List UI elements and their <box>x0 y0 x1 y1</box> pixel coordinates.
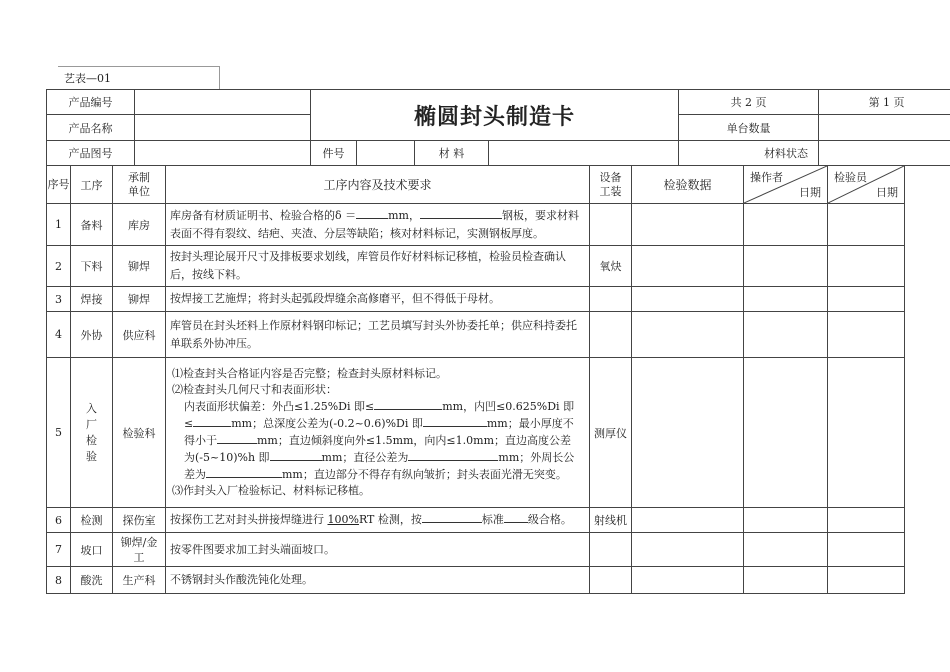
row-inspection-data[interactable] <box>632 287 744 312</box>
product-drawing-label: 产品图号 <box>47 141 135 166</box>
row-unit: 铆焊 <box>113 287 166 312</box>
text-segment: ≤ <box>184 417 194 430</box>
text-line: ⑴检查封头合格证内容是否完整；检查封头原材料标记。 <box>172 367 447 380</box>
row-unit: 检验科 <box>113 358 166 508</box>
row-process: 外协 <box>71 312 113 358</box>
row-seq: 8 <box>47 567 71 594</box>
row-content <box>166 358 590 508</box>
text-segment: 差为 <box>184 468 206 481</box>
row-inspector[interactable] <box>828 567 905 594</box>
row-process: 下料 <box>71 246 113 287</box>
text-line: ⑵检查封头几何尺寸和表面形状： <box>172 383 337 396</box>
row-content <box>166 508 590 533</box>
row-inspection-data[interactable] <box>632 204 744 246</box>
total-pages: 共 2 页 <box>679 90 819 115</box>
row-seq: 2 <box>47 246 71 287</box>
process-table <box>46 165 905 594</box>
row-process: 酸洗 <box>71 567 113 594</box>
row-equipment <box>590 533 632 567</box>
text-line <box>172 449 583 466</box>
text-segment: mm，内凹≤0.625%Di 即 <box>442 400 575 413</box>
col-inspector-date: 日期 <box>876 186 898 199</box>
blank-field[interactable] <box>206 466 282 478</box>
text-segment: 内表面形状偏差：外凸≤1.25%Di 即≤ <box>184 400 375 413</box>
table-row <box>47 312 905 358</box>
col-equipment: 设备工装 <box>590 166 632 204</box>
table-row <box>47 508 905 533</box>
table-row <box>47 287 905 312</box>
row-equipment <box>590 204 632 246</box>
row-inspection-data[interactable] <box>632 533 744 567</box>
text-segment: 级合格。 <box>527 513 572 526</box>
col-seq: 序号 <box>47 166 71 204</box>
table-row <box>47 246 905 287</box>
row-inspector[interactable] <box>828 204 905 246</box>
row-content: 不锈钢封头作酸洗钝化处理。 <box>166 567 590 594</box>
text-line <box>172 398 583 415</box>
text-segment: mm；直边部分不得存有纵向皱折；封头表面光滑无突变。 <box>282 468 567 481</box>
col-operator-label: 操作者 <box>750 171 783 184</box>
blank-field[interactable] <box>193 415 231 427</box>
row-unit: 供应科 <box>113 312 166 358</box>
row-inspection-data[interactable] <box>632 312 744 358</box>
row-inspector[interactable] <box>828 508 905 533</box>
text-segment: mm；总深度公差为(-0.2~0.6)%Di 即 <box>231 417 423 430</box>
text-segment: 库房备有材质证明书、检验合格的δ ＝ <box>170 208 357 222</box>
row-inspection-data[interactable] <box>632 358 744 508</box>
text-line <box>172 415 583 432</box>
table-row <box>47 204 905 246</box>
product-no-value[interactable] <box>135 90 311 115</box>
row-content: 按封头理论展开尺寸及排板要求划线，库管员作好材料标记移植，检验员检查确认后，按线下料。 <box>166 246 590 287</box>
col-content: 工序内容及技术要求 <box>166 166 590 204</box>
page-title: 椭圆封头制造卡 <box>311 90 679 141</box>
row-process: 坡口 <box>71 533 113 567</box>
blank-field[interactable] <box>408 449 498 461</box>
row-process: 检测 <box>71 508 113 533</box>
row-inspection-data[interactable] <box>632 246 744 287</box>
row-equipment <box>590 312 632 358</box>
row-inspector[interactable] <box>828 287 905 312</box>
row-inspection-data[interactable] <box>632 567 744 594</box>
blank-field[interactable] <box>356 207 388 219</box>
col-process: 工序 <box>71 166 113 204</box>
row-inspector[interactable] <box>828 246 905 287</box>
text-segment: RT 检测，按 <box>358 513 422 526</box>
text-segment: mm；最小厚度不 <box>486 417 574 430</box>
unit-qty-label: 单台数量 <box>679 115 819 141</box>
part-no-label: 件号 <box>311 141 357 166</box>
row-operator[interactable] <box>744 567 828 594</box>
blank-field[interactable] <box>422 511 482 523</box>
part-no-value[interactable] <box>357 141 415 166</box>
table-row <box>47 567 905 594</box>
row-equipment: 测厚仪 <box>590 358 632 508</box>
row-content <box>166 204 590 246</box>
product-no-label: 产品编号 <box>47 90 135 115</box>
material-state-label: 材料状态 <box>679 141 819 166</box>
row-content: 按焊接工艺施焊；将封头起弧段焊缝余高修磨平，但不得低于母材。 <box>166 287 590 312</box>
row-operator[interactable] <box>744 358 828 508</box>
product-name-value[interactable] <box>135 115 311 141</box>
row-operator[interactable] <box>744 246 828 287</box>
text-segment: 按探伤工艺对封头拼接焊缝进行 <box>170 513 328 526</box>
row-unit: 库房 <box>113 204 166 246</box>
material-value[interactable] <box>489 141 679 166</box>
form-code: 艺表—01 <box>58 66 220 90</box>
header-table <box>46 89 950 166</box>
blank-field[interactable] <box>420 207 502 219</box>
text-segment: mm；直边倾斜度向外≤1.5mm，向内≤1.0mm；直边高度公差 <box>257 434 572 447</box>
row-seq: 6 <box>47 508 71 533</box>
text-segment: 100% <box>327 513 359 526</box>
text-segment: 标准 <box>481 513 504 526</box>
product-drawing-value[interactable] <box>135 141 311 166</box>
row-inspector[interactable] <box>828 533 905 567</box>
row-inspector[interactable] <box>828 358 905 508</box>
blank-field[interactable] <box>270 449 322 461</box>
text-segment: mm；外周长公 <box>498 451 575 464</box>
row-seq: 1 <box>47 204 71 246</box>
row-content: 按零件图要求加工封头端面坡口。 <box>166 533 590 567</box>
text-segment: 得小于 <box>184 434 217 447</box>
row-operator[interactable] <box>744 508 828 533</box>
blank-field[interactable] <box>374 398 442 410</box>
row-seq: 3 <box>47 287 71 312</box>
page-number: 第 1 页 <box>819 90 950 115</box>
row-process: 备料 <box>71 204 113 246</box>
blank-field[interactable] <box>423 415 487 427</box>
row-equipment: 氧炔 <box>590 246 632 287</box>
row-operator[interactable] <box>744 533 828 567</box>
row-seq: 5 <box>47 358 71 508</box>
col-inspector-label: 检验员 <box>834 171 867 184</box>
row-operator[interactable] <box>744 204 828 246</box>
row-operator[interactable] <box>744 312 828 358</box>
text-segment: mm；直径公差为 <box>321 451 409 464</box>
text-segment: mm， <box>388 208 420 222</box>
text-line: ⑶作封头入厂检验标记、材料标记移植。 <box>172 484 370 497</box>
row-inspector[interactable] <box>828 312 905 358</box>
text-line <box>172 466 583 483</box>
table-row <box>47 533 905 567</box>
row-equipment: 射线机 <box>590 508 632 533</box>
text-line <box>172 432 583 449</box>
row-unit: 生产科 <box>113 567 166 594</box>
col-inspector <box>828 166 905 204</box>
row-unit: 铆焊/金工 <box>113 533 166 567</box>
row-operator[interactable] <box>744 287 828 312</box>
col-operator-date: 日期 <box>799 186 821 199</box>
text-segment: 为(-5~10)%h 即 <box>184 451 270 464</box>
row-unit: 探伤室 <box>113 508 166 533</box>
row-content: 库管员在封头坯料上作原材料钢印标记；工艺员填写封头外协委托单；供应科持委托单联系外协冲压。 <box>166 312 590 358</box>
row-inspection-data[interactable] <box>632 508 744 533</box>
material-label: 材 料 <box>415 141 489 166</box>
unit-qty-value[interactable] <box>819 115 950 141</box>
col-unit: 承制单位 <box>113 166 166 204</box>
row-process: 焊接 <box>71 287 113 312</box>
row-equipment <box>590 287 632 312</box>
row-equipment <box>590 567 632 594</box>
row-unit: 铆焊 <box>113 246 166 287</box>
row-seq: 7 <box>47 533 71 567</box>
blank-field[interactable] <box>217 432 257 444</box>
col-inspection-data: 检验数据 <box>632 166 744 204</box>
product-name-label: 产品名称 <box>47 115 135 141</box>
table-row <box>47 358 905 508</box>
material-state-value[interactable] <box>819 141 950 166</box>
blank-field[interactable] <box>504 511 528 523</box>
text-segment: 钢板，要求材料表面不得有裂纹、结疤、夹渣、分层等缺陷；核对材料标记，实测钢板厚度。 <box>170 208 579 240</box>
col-operator <box>744 166 828 204</box>
row-seq: 4 <box>47 312 71 358</box>
row-process: 入厂检验 <box>71 358 113 508</box>
